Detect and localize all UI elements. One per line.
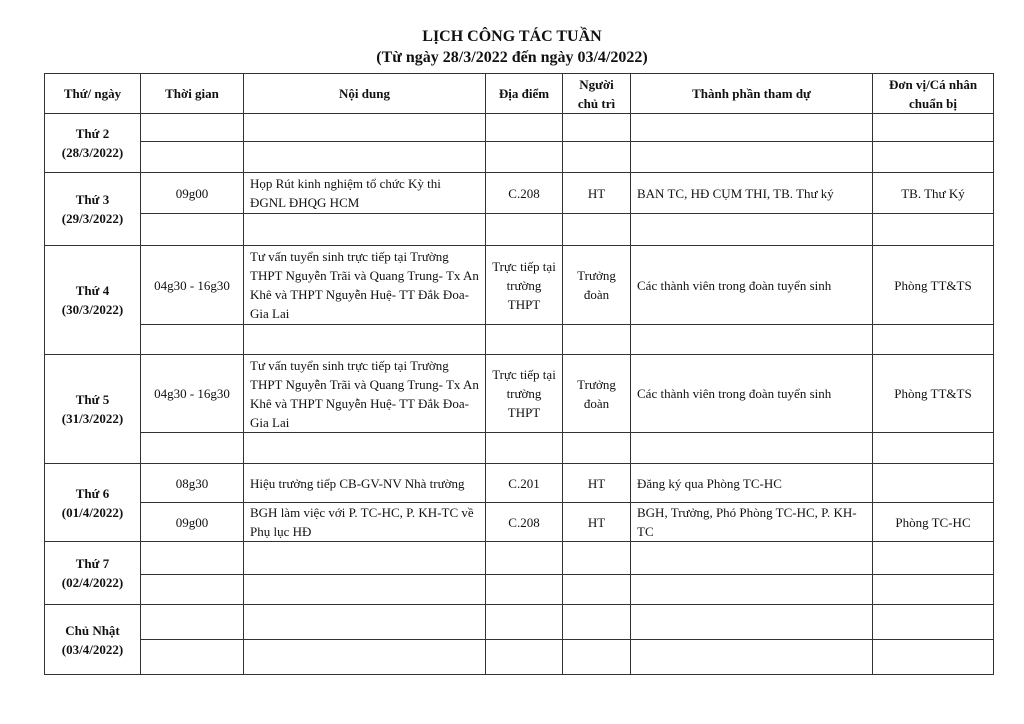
host-cell <box>563 605 631 640</box>
content-cell <box>244 640 486 675</box>
day-date: (30/3/2022) <box>61 302 124 317</box>
day-cell <box>45 605 141 675</box>
preparer-cell <box>873 640 994 675</box>
participants-cell: Các thành viên trong đoàn tuyển sinh <box>631 355 873 433</box>
time-cell <box>141 325 244 355</box>
time-cell <box>141 542 244 575</box>
location-cell: C.208 <box>486 173 563 214</box>
time-cell <box>141 575 244 605</box>
participants-cell <box>631 433 873 464</box>
location-cell <box>486 542 563 575</box>
participants-cell: Các thành viên trong đoàn tuyển sinh <box>631 246 873 325</box>
day-cell <box>45 464 141 542</box>
preparer-cell <box>873 605 994 640</box>
time-cell <box>141 214 244 246</box>
column-header-time: Thời gian <box>141 74 244 114</box>
table-row <box>45 464 994 503</box>
day-date: (01/4/2022) <box>61 504 124 520</box>
location-cell <box>486 142 563 173</box>
column-header-day: Thứ/ ngày <box>45 74 141 114</box>
participants-cell <box>631 214 873 246</box>
content-cell <box>244 575 486 605</box>
table-row <box>45 246 994 325</box>
time-cell <box>141 605 244 640</box>
content-cell <box>244 114 486 142</box>
host-cell <box>563 542 631 575</box>
document-title: LỊCH CÔNG TÁC TUẦN <box>422 28 602 45</box>
column-header-participants: Thành phần tham dự <box>631 74 873 114</box>
day-date: (02/4/2022) <box>61 575 124 590</box>
column-header-preparer: Đơn vị/Cá nhân chuẩn bị <box>873 74 994 114</box>
table-row <box>45 433 994 464</box>
participants-cell <box>631 575 873 605</box>
content-cell <box>244 142 486 173</box>
content-cell <box>244 605 486 640</box>
preparer-cell <box>873 142 994 173</box>
location-cell <box>486 575 563 605</box>
location-cell <box>486 114 563 142</box>
host-cell: Trưởng đoàn <box>563 246 631 325</box>
time-cell <box>141 433 244 464</box>
participants-cell <box>631 542 873 575</box>
time-cell: 04g30 - 16g30 <box>141 355 244 433</box>
column-header-content: Nội dung <box>244 74 486 114</box>
day-name: Thứ 2 <box>75 126 110 141</box>
day-cell <box>45 173 141 246</box>
host-cell <box>563 640 631 675</box>
preparer-cell <box>873 464 994 503</box>
table-row <box>45 640 994 675</box>
location-cell <box>486 640 563 675</box>
time-cell: 09g00 <box>141 503 244 542</box>
time-cell <box>141 640 244 675</box>
day-cell <box>45 542 141 605</box>
host-cell <box>563 214 631 246</box>
content-cell <box>244 325 486 355</box>
time-cell: 09g00 <box>141 173 244 214</box>
table-row <box>45 142 994 173</box>
location-cell: Trực tiếp tại trường THPT <box>486 246 563 325</box>
day-date: (03/4/2022) <box>61 641 124 657</box>
table-row <box>45 325 994 355</box>
host-cell <box>563 114 631 142</box>
preparer-cell: Phòng TC-HC <box>873 503 994 542</box>
header-row <box>45 74 994 114</box>
host-cell: Trưởng đoàn <box>563 355 631 433</box>
content-cell <box>244 542 486 575</box>
participants-cell: BAN TC, HĐ CỤM THI, TB. Thư ký <box>631 173 873 214</box>
schedule-table <box>44 73 994 675</box>
preparer-cell <box>873 542 994 575</box>
day-name: Thứ 7 <box>75 556 110 571</box>
host-cell <box>563 325 631 355</box>
preparer-cell <box>873 214 994 246</box>
day-date: (31/3/2022) <box>61 411 124 426</box>
content-cell <box>244 214 486 246</box>
location-cell <box>486 433 563 464</box>
preparer-cell <box>873 433 994 464</box>
table-row <box>45 173 994 214</box>
content-cell: BGH làm việc với P. TC-HC, P. KH-TC về Phụ lục HĐ <box>244 503 486 542</box>
host-cell: HT <box>563 464 631 503</box>
table-row <box>45 605 994 640</box>
day-cell <box>45 114 141 173</box>
document-subtitle: (Từ ngày 28/3/2022 đến ngày 03/4/2022) <box>376 49 648 66</box>
content-cell: Tư vấn tuyển sinh trực tiếp tại Trường THPT Nguyễn Trãi và Quang Trung- Tx An Khê và THPT Nguyễn Huệ- TT Đắk Đoa-Gia Lai <box>244 246 486 325</box>
table-row <box>45 575 994 605</box>
column-header-host: Người chủ trì <box>563 74 631 114</box>
time-cell <box>141 114 244 142</box>
table-row <box>45 355 994 433</box>
table-row <box>45 114 994 142</box>
time-cell <box>141 142 244 173</box>
location-cell <box>486 325 563 355</box>
participants-cell <box>631 605 873 640</box>
host-cell: HT <box>563 503 631 542</box>
day-cell <box>45 355 141 464</box>
location-cell <box>486 605 563 640</box>
time-cell: 04g30 - 16g30 <box>141 246 244 325</box>
preparer-cell <box>873 575 994 605</box>
day-cell <box>45 246 141 355</box>
day-name: Thứ 6 <box>75 485 110 501</box>
host-cell <box>563 575 631 605</box>
preparer-cell: Phòng TT&TS <box>873 246 994 325</box>
host-cell <box>563 433 631 464</box>
preparer-cell <box>873 114 994 142</box>
participants-cell <box>631 640 873 675</box>
content-cell: Tư vấn tuyển sinh trực tiếp tại Trường THPT Nguyễn Trãi và Quang Trung- Tx An Khê và THPT Nguyễn Huệ- TT Đắk Đoa-Gia Lai <box>244 355 486 433</box>
content-cell <box>244 433 486 464</box>
preparer-cell: Phòng TT&TS <box>873 355 994 433</box>
table-row <box>45 214 994 246</box>
participants-cell: BGH, Trưởng, Phó Phòng TC-HC, P. KH-TC <box>631 503 873 542</box>
location-cell: C.208 <box>486 503 563 542</box>
day-date: (28/3/2022) <box>61 145 124 160</box>
column-header-location: Địa điểm <box>486 74 563 114</box>
day-name: Thứ 4 <box>75 283 110 298</box>
participants-cell <box>631 114 873 142</box>
participants-cell: Đăng ký qua Phòng TC-HC <box>631 464 873 503</box>
location-cell: C.201 <box>486 464 563 503</box>
content-cell: Họp Rút kinh nghiệm tổ chức Kỳ thi ĐGNL ĐHQG HCM <box>244 173 486 214</box>
host-cell <box>563 142 631 173</box>
table-row <box>45 542 994 575</box>
preparer-cell <box>873 325 994 355</box>
day-name: Thứ 3 <box>75 192 110 207</box>
day-date: (29/3/2022) <box>61 211 124 226</box>
participants-cell <box>631 142 873 173</box>
table-row <box>45 503 994 542</box>
preparer-cell: TB. Thư Ký <box>873 173 994 214</box>
content-cell: Hiệu trưởng tiếp CB-GV-NV Nhà trường <box>244 464 486 503</box>
location-cell: Trực tiếp tại trường THPT <box>486 355 563 433</box>
location-cell <box>486 214 563 246</box>
host-cell: HT <box>563 173 631 214</box>
day-name: Thứ 5 <box>75 392 110 407</box>
day-name: Chủ Nhật <box>65 622 120 638</box>
time-cell: 08g30 <box>141 464 244 503</box>
participants-cell <box>631 325 873 355</box>
